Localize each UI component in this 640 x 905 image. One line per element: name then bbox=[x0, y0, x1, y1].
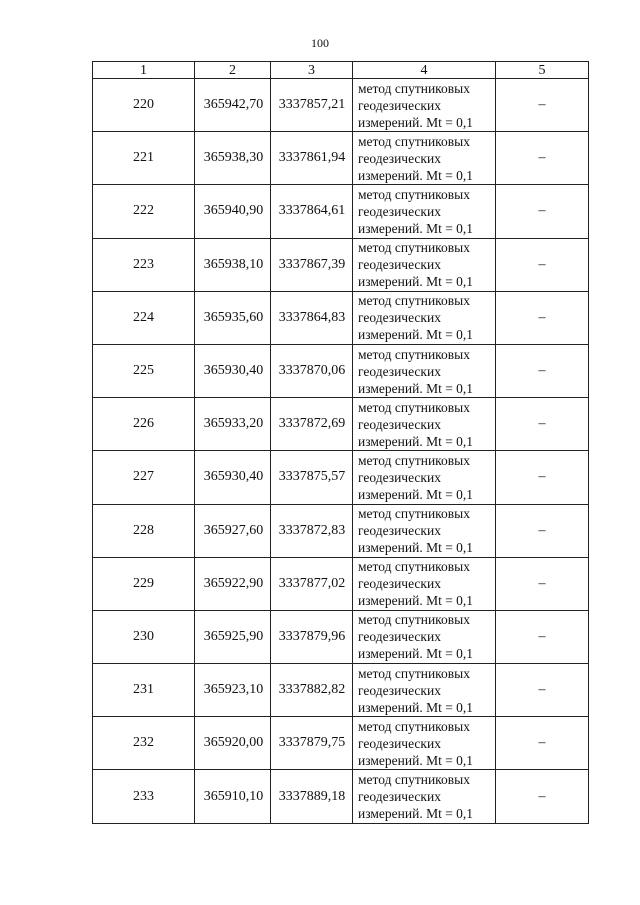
point-number: 222 bbox=[93, 185, 195, 238]
method-description bbox=[353, 717, 496, 770]
y-coordinate: 3337857,21 bbox=[271, 79, 353, 132]
x-coordinate: 365910,10 bbox=[195, 770, 271, 823]
column-header-4: 4 bbox=[353, 62, 496, 79]
method-line-1: метод спутниковых bbox=[358, 772, 470, 788]
x-coordinate: 365933,20 bbox=[195, 398, 271, 451]
point-number: 231 bbox=[93, 664, 195, 717]
point-number: 227 bbox=[93, 451, 195, 504]
method-line-1: метод спутниковых bbox=[358, 240, 470, 256]
method-line-3: измерений. Mt = 0,1 bbox=[358, 593, 474, 609]
header-row bbox=[93, 62, 589, 79]
method-description bbox=[353, 610, 496, 663]
method-description bbox=[353, 451, 496, 504]
method-line-1: метод спутниковых bbox=[358, 665, 470, 681]
method-description bbox=[353, 344, 496, 397]
method-line-3: измерений. Mt = 0,1 bbox=[358, 380, 474, 396]
y-coordinate: 3337875,57 bbox=[271, 451, 353, 504]
page-number: 100 bbox=[311, 36, 329, 50]
method-line-3: измерений. Mt = 0,1 bbox=[358, 167, 474, 183]
method-line-1: метод спутниковых bbox=[358, 346, 470, 362]
y-coordinate: 3337889,18 bbox=[271, 770, 353, 823]
method-line-2: геодезических bbox=[358, 735, 441, 751]
point-number: 225 bbox=[93, 344, 195, 397]
x-coordinate: 365922,90 bbox=[195, 557, 271, 610]
method-line-2: геодезических bbox=[358, 257, 441, 273]
x-coordinate: 365925,90 bbox=[195, 610, 271, 663]
point-number: 221 bbox=[93, 132, 195, 185]
table-row bbox=[93, 291, 589, 344]
method-line-3: измерений. Mt = 0,1 bbox=[358, 646, 474, 662]
y-coordinate: 3337882,82 bbox=[271, 664, 353, 717]
point-number: 224 bbox=[93, 291, 195, 344]
point-number: 226 bbox=[93, 398, 195, 451]
column-5-value: – bbox=[496, 717, 589, 770]
column-5-value: – bbox=[496, 770, 589, 823]
point-number: 229 bbox=[93, 557, 195, 610]
y-coordinate: 3337877,02 bbox=[271, 557, 353, 610]
x-coordinate: 365942,70 bbox=[195, 79, 271, 132]
y-coordinate: 3337872,69 bbox=[271, 398, 353, 451]
table-row bbox=[93, 344, 589, 397]
table-row bbox=[93, 238, 589, 291]
y-coordinate: 3337879,75 bbox=[271, 717, 353, 770]
table-row bbox=[93, 504, 589, 557]
column-header-5: 5 bbox=[496, 62, 589, 79]
column-5-value: – bbox=[496, 557, 589, 610]
y-coordinate: 3337867,39 bbox=[271, 238, 353, 291]
y-coordinate: 3337864,83 bbox=[271, 291, 353, 344]
y-coordinate: 3337872,83 bbox=[271, 504, 353, 557]
method-line-2: геодезических bbox=[358, 682, 441, 698]
x-coordinate: 365927,60 bbox=[195, 504, 271, 557]
point-number: 232 bbox=[93, 717, 195, 770]
method-description bbox=[353, 504, 496, 557]
method-description bbox=[353, 398, 496, 451]
method-line-3: измерений. Mt = 0,1 bbox=[358, 274, 474, 290]
method-line-2: геодезических bbox=[358, 150, 441, 166]
table-row bbox=[93, 610, 589, 663]
method-description bbox=[353, 132, 496, 185]
method-line-1: метод спутниковых bbox=[358, 186, 470, 202]
method-line-1: метод спутниковых bbox=[358, 718, 470, 734]
method-description bbox=[353, 185, 496, 238]
method-line-2: геодезических bbox=[358, 416, 441, 432]
method-line-1: метод спутниковых bbox=[358, 559, 470, 575]
method-line-1: метод спутниковых bbox=[358, 293, 470, 309]
method-line-1: метод спутниковых bbox=[358, 452, 470, 468]
method-line-3: измерений. Mt = 0,1 bbox=[358, 220, 474, 236]
point-number: 233 bbox=[93, 770, 195, 823]
method-description bbox=[353, 238, 496, 291]
method-line-2: геодезических bbox=[358, 310, 441, 326]
table-row bbox=[93, 770, 589, 823]
method-line-2: геодезических bbox=[358, 469, 441, 485]
x-coordinate: 365930,40 bbox=[195, 451, 271, 504]
method-line-2: геодезических bbox=[358, 629, 441, 645]
method-line-1: метод спутниковых bbox=[358, 80, 470, 96]
point-number: 223 bbox=[93, 238, 195, 291]
method-line-3: измерений. Mt = 0,1 bbox=[358, 327, 474, 343]
table-row bbox=[93, 79, 589, 132]
method-description bbox=[353, 770, 496, 823]
column-5-value: – bbox=[496, 132, 589, 185]
method-line-2: геодезических bbox=[358, 523, 441, 539]
method-description bbox=[353, 291, 496, 344]
method-line-1: метод спутниковых bbox=[358, 506, 470, 522]
column-header-2: 2 bbox=[195, 62, 271, 79]
method-line-2: геодезических bbox=[358, 789, 441, 805]
method-line-2: геодезических bbox=[358, 203, 441, 219]
method-description bbox=[353, 79, 496, 132]
y-coordinate: 3337879,96 bbox=[271, 610, 353, 663]
column-5-value: – bbox=[496, 185, 589, 238]
table-row bbox=[93, 717, 589, 770]
column-5-value: – bbox=[496, 344, 589, 397]
method-line-2: геодезических bbox=[358, 576, 441, 592]
column-5-value: – bbox=[496, 238, 589, 291]
table-row bbox=[93, 132, 589, 185]
method-line-1: метод спутниковых bbox=[358, 133, 470, 149]
method-description bbox=[353, 557, 496, 610]
table-row bbox=[93, 664, 589, 717]
method-description bbox=[353, 664, 496, 717]
column-5-value: – bbox=[496, 291, 589, 344]
x-coordinate: 365923,10 bbox=[195, 664, 271, 717]
method-line-3: измерений. Mt = 0,1 bbox=[358, 806, 474, 822]
x-coordinate: 365930,40 bbox=[195, 344, 271, 397]
method-line-1: метод спутниковых bbox=[358, 612, 470, 628]
point-number: 228 bbox=[93, 504, 195, 557]
y-coordinate: 3337861,94 bbox=[271, 132, 353, 185]
column-5-value: – bbox=[496, 79, 589, 132]
x-coordinate: 365938,30 bbox=[195, 132, 271, 185]
method-line-1: метод спутниковых bbox=[358, 399, 470, 415]
y-coordinate: 3337864,61 bbox=[271, 185, 353, 238]
table-row bbox=[93, 451, 589, 504]
column-5-value: – bbox=[496, 398, 589, 451]
point-number: 230 bbox=[93, 610, 195, 663]
method-line-2: геодезических bbox=[358, 97, 441, 113]
y-coordinate: 3337870,06 bbox=[271, 344, 353, 397]
method-line-2: геодезических bbox=[358, 363, 441, 379]
table-row bbox=[93, 398, 589, 451]
x-coordinate: 365920,00 bbox=[195, 717, 271, 770]
method-line-3: измерений. Mt = 0,1 bbox=[358, 699, 474, 715]
column-header-3: 3 bbox=[271, 62, 353, 79]
x-coordinate: 365940,90 bbox=[195, 185, 271, 238]
method-line-3: измерений. Mt = 0,1 bbox=[358, 433, 474, 449]
method-line-3: измерений. Mt = 0,1 bbox=[358, 486, 474, 502]
method-line-3: измерений. Mt = 0,1 bbox=[358, 114, 474, 130]
method-line-3: измерений. Mt = 0,1 bbox=[358, 752, 474, 768]
x-coordinate: 365938,10 bbox=[195, 238, 271, 291]
column-5-value: – bbox=[496, 451, 589, 504]
x-coordinate: 365935,60 bbox=[195, 291, 271, 344]
point-number: 220 bbox=[93, 79, 195, 132]
method-line-3: измерений. Mt = 0,1 bbox=[358, 540, 474, 556]
table-row bbox=[93, 557, 589, 610]
column-5-value: – bbox=[496, 504, 589, 557]
column-5-value: – bbox=[496, 610, 589, 663]
coordinates-table bbox=[92, 61, 589, 824]
column-5-value: – bbox=[496, 664, 589, 717]
table-body bbox=[93, 79, 589, 824]
table-row bbox=[93, 185, 589, 238]
column-header-1: 1 bbox=[93, 62, 195, 79]
